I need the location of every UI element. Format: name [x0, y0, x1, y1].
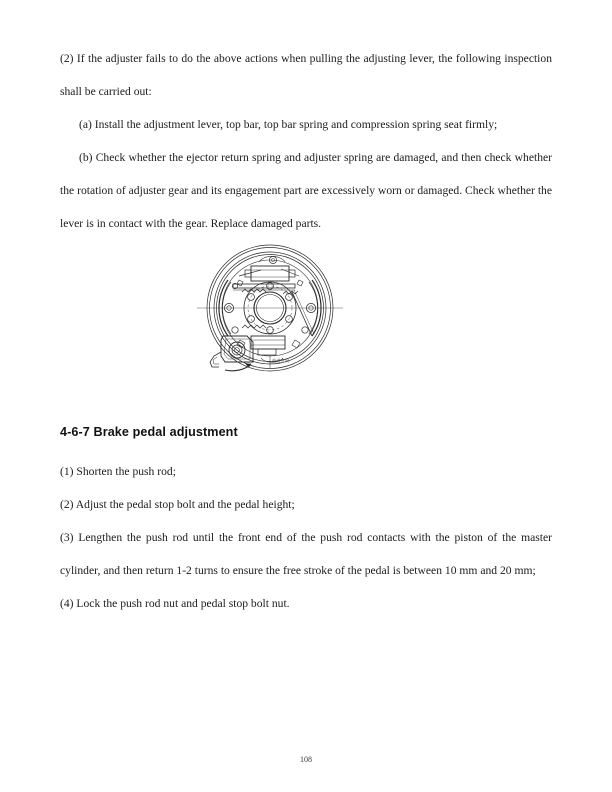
procedure-steps-block: [60, 455, 552, 620]
paragraph-b-check: (b) Check whether the ejector return spring and adjuster spring are damaged, and then check whether the rotation of adjuster gear and its engagement part are excessively worn or damaged. Check whether the lever is in contact with the gear. Replace damaged parts.: [60, 151, 552, 230]
inset-caption-text: 前进方向: [272, 358, 290, 363]
page-number: 108: [300, 755, 312, 764]
upper-text-block: [60, 42, 552, 240]
section-heading-467: 4-6-7 Brake pedal adjustment: [60, 425, 238, 439]
paragraph-2-intro: (2) If the adjuster fails to do the above actions when pulling the adjusting lever, the following inspection shall be carried out:: [60, 52, 552, 98]
step-4: (4) Lock the push rod nut and pedal stop bolt nut.: [60, 597, 290, 610]
paragraph-a-install: (a) Install the adjustment lever, top bar, top bar spring and compression spring seat firmly;: [79, 118, 498, 131]
step-2: (2) Adjust the pedal stop bolt and the pedal height;: [60, 498, 295, 511]
brake-assembly-figure: [60, 238, 552, 393]
step-3: (3) Lengthen the push rod until the front end of the push rod contacts with the piston of the master cylinder, and then return 1-2 turns to ensure the free stroke of the pedal is between 10 mm and 20 mm;: [60, 531, 552, 577]
step-1: (1) Shorten the push rod;: [60, 465, 176, 478]
direction-of-travel-inset: [205, 330, 267, 378]
